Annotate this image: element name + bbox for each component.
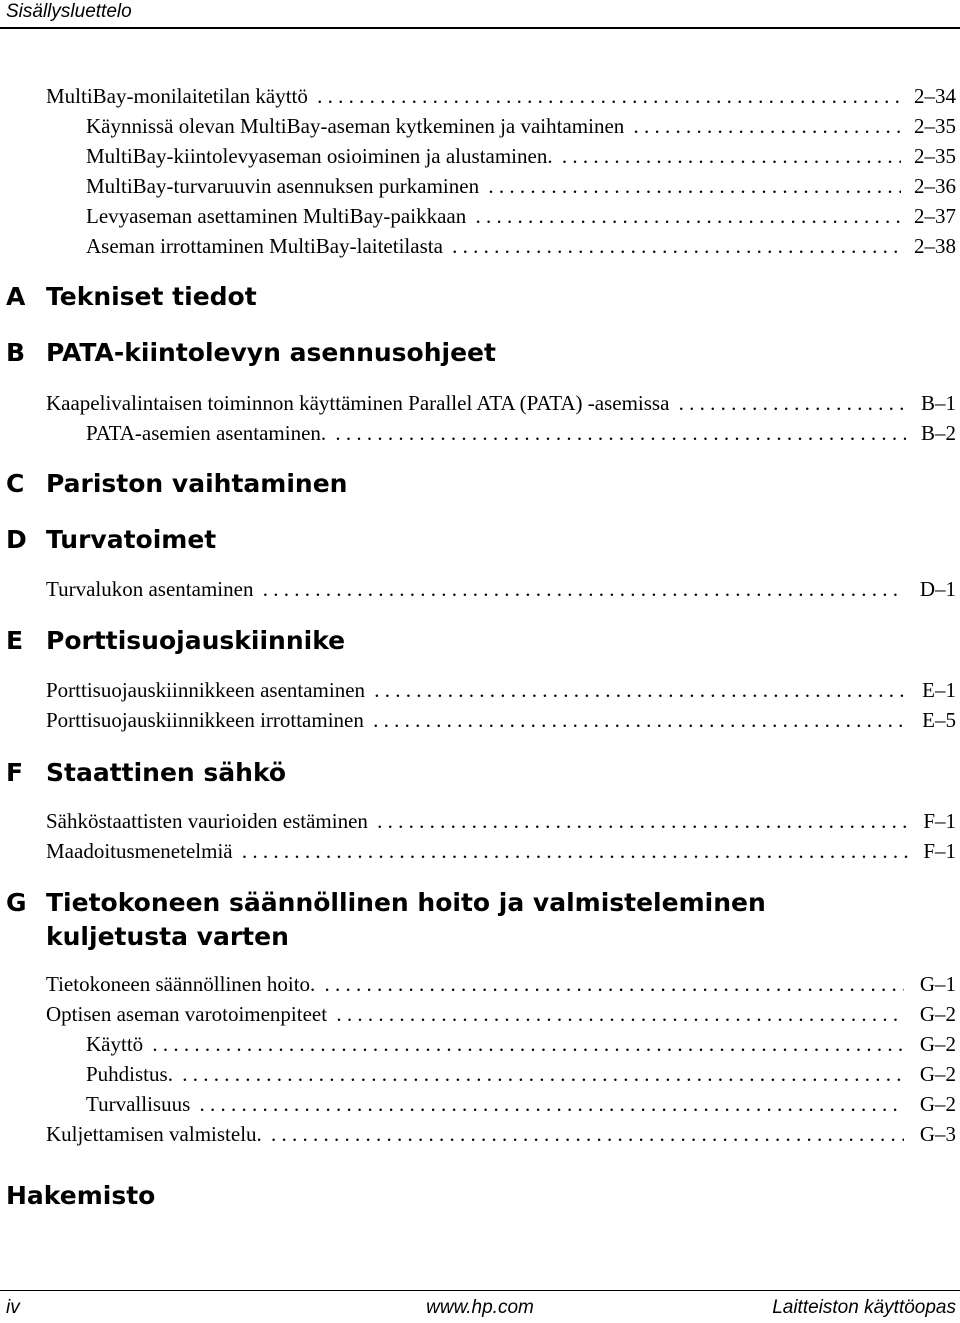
toc-entry-title: Aseman irrottaminen MultiBay-laitetilasta <box>86 234 447 258</box>
chapter-title: Staattinen sähkö <box>46 758 287 787</box>
toc-entry-page: F–1 <box>923 809 956 833</box>
toc-entry-page: G–2 <box>919 1062 956 1086</box>
toc-entry[interactable] <box>0 418 960 448</box>
chapter-heading-g[interactable] <box>0 886 960 954</box>
toc-entry-title: Levyaseman asettaminen MultiBay-paikkaan <box>86 204 470 228</box>
chapter-title: PATA-kiintolevyn asennusohjeet <box>46 338 496 367</box>
toc-entry-title: Kaapelivalintaisen toiminnon käyttäminen Parallel ATA (PATA) -asemissa <box>46 391 673 415</box>
toc-entry-page: E–1 <box>922 678 956 702</box>
toc-entry-title: MultiBay-turvaruuvin asennuksen purkaminen <box>86 174 483 198</box>
toc-entry-title: Porttisuojauskiinnikkeen asentaminen <box>46 678 369 702</box>
toc-entry[interactable] <box>0 836 960 866</box>
toc-entry-title: Turvallisuus <box>86 1092 194 1116</box>
toc-entry-title: Käyttö <box>86 1032 147 1056</box>
footer-book-title: Laitteiston käyttöopas <box>772 1297 956 1318</box>
toc-entry[interactable] <box>0 1119 960 1149</box>
toc-entry-title: Maadoitusmenetelmiä <box>46 839 237 863</box>
running-head: Sisällysluettelo <box>6 1 132 22</box>
chapter-letter: C <box>6 469 25 498</box>
chapter-title: Pariston vaihtaminen <box>46 469 348 498</box>
chapter-letter: F <box>6 758 24 787</box>
toc-entry[interactable] <box>0 111 960 141</box>
toc-entry-page: B–1 <box>920 391 956 415</box>
toc-entry-title: Optisen aseman varotoimenpiteet <box>46 1002 331 1026</box>
toc-entry-title: Tietokoneen säännöllinen hoito. <box>46 972 319 996</box>
header-rule <box>0 27 960 29</box>
footer-rule <box>0 1290 960 1291</box>
index-title: Hakemisto <box>6 1181 156 1210</box>
toc-entry[interactable] <box>0 705 960 735</box>
toc-entry-page: 2–38 <box>914 234 956 258</box>
toc-entry[interactable] <box>0 675 960 705</box>
chapter-title-line-1: Tietokoneen säännöllinen hoito ja valmisteleminen <box>46 888 766 917</box>
chapter-title: Turvatoimet <box>46 525 217 554</box>
toc-entry[interactable] <box>0 388 960 418</box>
toc-entry[interactable] <box>0 231 960 261</box>
footer-page-number: iv <box>6 1297 20 1318</box>
toc-entry-title: MultiBay-kiintolevyaseman osioiminen ja alustaminen. <box>86 144 557 168</box>
toc-entry[interactable] <box>0 999 960 1029</box>
chapter-letter: B <box>6 338 26 367</box>
toc-entry-title: Porttisuojauskiinnikkeen irrottaminen <box>46 708 368 732</box>
toc-entry[interactable] <box>0 141 960 171</box>
chapter-title-line-2: kuljetusta varten <box>46 922 289 951</box>
chapter-letter: D <box>6 525 27 554</box>
toc-entry-title: MultiBay-monilaitetilan käyttö <box>46 84 312 108</box>
toc-entry-title: Puhdistus. <box>86 1062 177 1086</box>
toc-entry-page: 2–36 <box>914 174 956 198</box>
chapter-letter: G <box>6 888 27 917</box>
chapter-letter: E <box>6 626 24 655</box>
toc-entry-page: G–2 <box>919 1002 956 1026</box>
toc-entry-page: E–5 <box>922 708 956 732</box>
toc-entry-page: F–1 <box>923 839 956 863</box>
chapter-title: Porttisuojauskiinnike <box>46 626 346 655</box>
toc-entry[interactable] <box>0 1059 960 1089</box>
toc-entry-page: G–2 <box>919 1032 956 1056</box>
toc-entry[interactable] <box>0 1089 960 1119</box>
toc-entry-title: Turvalukon asentaminen <box>46 577 257 601</box>
toc-entry-page: 2–34 <box>914 84 956 108</box>
chapter-title: Tekniset tiedot <box>46 282 257 311</box>
toc-entry-page: 2–35 <box>914 144 956 168</box>
toc-entry[interactable] <box>0 1029 960 1059</box>
toc-entry[interactable] <box>0 574 960 604</box>
toc-entry-title: PATA-asemien asentaminen. <box>86 421 330 445</box>
toc-entry-page: G–2 <box>919 1092 956 1116</box>
toc-entry-page: 2–35 <box>914 114 956 138</box>
chapter-letter: A <box>6 282 26 311</box>
toc-entry[interactable] <box>0 201 960 231</box>
toc-entry[interactable] <box>0 81 960 111</box>
toc-entry[interactable] <box>0 806 960 836</box>
toc-entry-title: Käynnissä olevan MultiBay-aseman kytkeminen ja vaihtaminen <box>86 114 628 138</box>
toc-entry-title: Kuljettamisen valmistelu. <box>46 1122 266 1146</box>
toc-entry-page: B–2 <box>920 421 956 445</box>
toc-entry-page: D–1 <box>919 577 956 601</box>
footer-url-link[interactable]: www.hp.com <box>426 1297 534 1318</box>
toc-entry-page: 2–37 <box>914 204 956 228</box>
toc-entry[interactable] <box>0 171 960 201</box>
toc-entry-page: G–1 <box>919 972 956 996</box>
toc-entry-page: G–3 <box>919 1122 956 1146</box>
toc-entry[interactable] <box>0 969 960 999</box>
toc-entry-title: Sähköstaattisten vaurioiden estäminen <box>46 809 372 833</box>
